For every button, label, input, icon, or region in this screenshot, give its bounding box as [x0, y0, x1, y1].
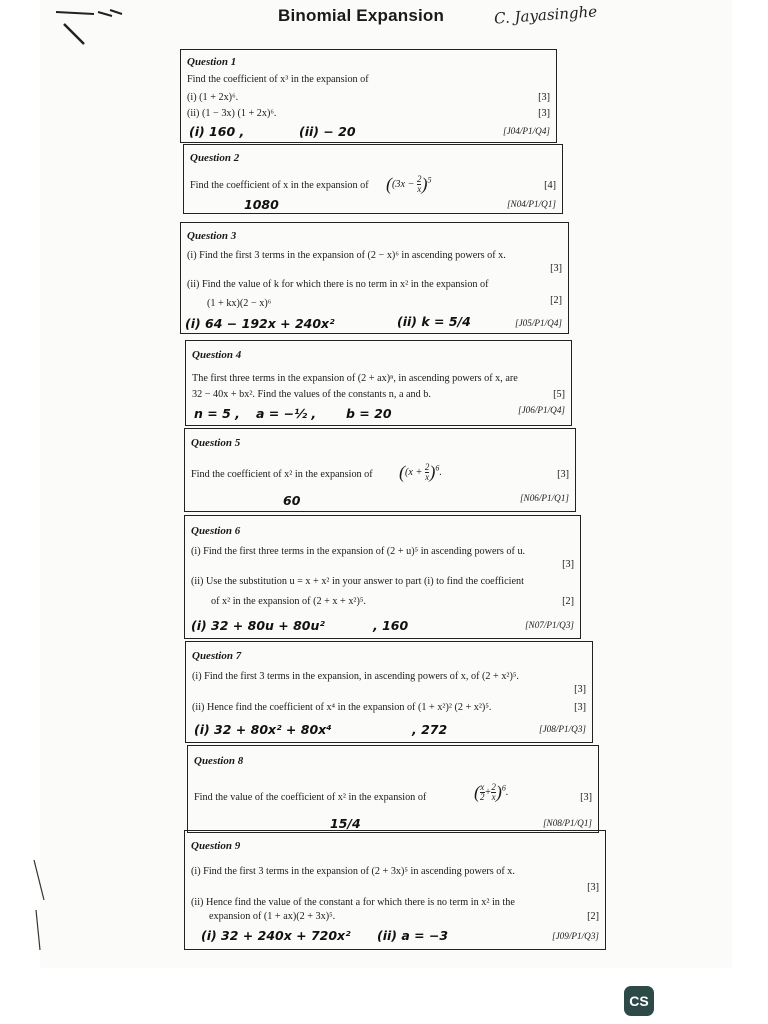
question-heading: Question 2: [190, 152, 240, 164]
question-part-i: (i) Find the first 3 terms in the expansion of (2 + 3x)⁵ in ascending powers of x.: [191, 866, 515, 877]
handwritten-answer: (i) 160 ,: [189, 124, 245, 139]
question-part-i: (i) (1 + 2x)⁶.: [187, 92, 239, 103]
question-part-ii: (ii) Hence find the coefficient of x⁴ in the expansion of (1 + x²)² (2 + x²)⁵.: [192, 702, 492, 713]
handwritten-answer: 1080: [244, 197, 279, 212]
handwritten-answer: (i) 32 + 80u + 80u²: [191, 618, 325, 633]
handwritten-answer: (ii) k = 5/4: [397, 314, 471, 329]
marks: [2]: [587, 911, 599, 922]
question-text: Find the coefficient of x in the expansion of: [190, 180, 369, 191]
marks: [3]: [580, 792, 592, 803]
question-text: Find the coefficient of x² in the expansion of: [191, 469, 373, 480]
question-text: expansion of (1 + ax)(2 + 3x)⁵.: [209, 911, 336, 922]
question-part-i: (i) Find the first three terms in the expansion of (2 + u)⁵ in ascending powers of u.: [191, 546, 526, 557]
handwritten-answer: , 160: [373, 618, 409, 633]
handwritten-answer: (ii) a = −3: [377, 928, 449, 943]
question-heading: Question 4: [192, 349, 242, 361]
question-part-i: (i) Find the first 3 terms in the expansion, in ascending powers of x, of (2 + x²)⁵.: [192, 671, 519, 682]
marks: [3]: [538, 108, 550, 119]
question-text: Find the value of the coefficient of x² in the expansion of: [194, 792, 427, 803]
question-7-card: [185, 641, 593, 743]
source-reference: [J09/P1/Q3]: [552, 931, 599, 941]
source-reference: [J06/P1/Q4]: [518, 405, 565, 415]
expression: ((x + $\frac{2}{x}$ )$^6$.: [399, 462, 442, 482]
question-part-ii: (ii) Use the substitution u = x + x² in your answer to part (i) to find the coefficient: [191, 576, 524, 587]
source-reference: [N04/P1/Q1]: [506, 199, 556, 209]
marks: [2]: [550, 295, 562, 306]
handwritten-answer: (i) 64 − 192x + 240x²: [185, 316, 335, 331]
source-reference: [J04/P1/Q4]: [503, 126, 550, 136]
source-reference: [N06/P1/Q1]: [519, 493, 569, 503]
question-heading: Question 3: [187, 230, 237, 242]
question-9-card: [184, 830, 606, 950]
marks: [3]: [587, 882, 599, 893]
source-reference: [N08/P1/Q1]: [542, 818, 592, 828]
question-text: Find the coefficient of x³ in the expansion of: [187, 74, 369, 85]
handwritten-answer: (i) 32 + 240x + 720x²: [201, 928, 351, 943]
question-5-card: [184, 428, 576, 512]
marks: [3]: [562, 559, 574, 570]
question-part-i: (i) Find the first 3 terms in the expansion of (2 − x)⁶ in ascending powers of x.: [187, 250, 506, 261]
marks: [3]: [538, 92, 550, 103]
handwritten-answer: 15/4: [330, 816, 361, 831]
question-expression: (1 + kx)(2 − x)⁶: [207, 298, 272, 309]
source-reference: [J08/P1/Q3]: [539, 724, 586, 734]
question-text: 32 − 40x + bx². Find the values of the constants n, a and b.: [192, 389, 431, 400]
pen-scribble: [50, 4, 130, 50]
marks: [3]: [574, 684, 586, 695]
expression: ( $\frac{x}{2}$ + $\frac{2}{x}$ )$^6$.: [474, 782, 509, 802]
marks: [5]: [553, 389, 565, 400]
source-reference: [N07/P1/Q3]: [524, 620, 574, 630]
marks: [4]: [544, 180, 556, 191]
question-heading: Question 8: [194, 755, 244, 767]
expression: ((3x − $\frac{2}{x}$ )$^5$: [386, 174, 432, 194]
marks: [3]: [550, 263, 562, 274]
marks: [3]: [557, 469, 569, 480]
question-text: of x² in the expansion of (2 + x + x²)⁵.: [211, 596, 366, 607]
question-heading: Question 6: [191, 525, 241, 537]
page-title: Binomial Expansion: [278, 6, 445, 25]
margin-marks: [30, 840, 70, 960]
marks: [3]: [574, 702, 586, 713]
question-heading: Question 7: [192, 650, 242, 662]
handwritten-answer: , 272: [412, 722, 448, 737]
handwritten-signature: C. Jayasinghe: [493, 2, 598, 28]
handwritten-answer: a = −½ ,: [256, 406, 317, 421]
question-text: The first three terms in the expansion of (2 + ax)ⁿ, in ascending powers of x, are: [192, 373, 518, 384]
question-6-card: [184, 515, 581, 639]
handwritten-answer: 60: [283, 493, 301, 508]
handwritten-answer: b = 20: [346, 406, 392, 421]
question-part-ii: (ii) Hence find the value of the constant a for which there is no term in x² in the: [191, 897, 515, 908]
question-heading: Question 1: [187, 56, 237, 68]
question-part-ii: (ii) Find the value of k for which there is no term in x² in the expansion of: [187, 279, 489, 290]
question-1-card: [180, 49, 557, 143]
question-8-card: [187, 745, 599, 833]
handwritten-answer: (ii) − 20: [299, 124, 356, 139]
marks: [2]: [562, 596, 574, 607]
question-4-card: [185, 340, 572, 426]
question-heading: Question 9: [191, 840, 241, 852]
question-2-card: [183, 144, 563, 214]
question-part-ii: (ii) (1 − 3x) (1 + 2x)⁶.: [187, 108, 277, 119]
handwritten-answer: n = 5 ,: [194, 406, 240, 421]
question-heading: Question 5: [191, 437, 241, 449]
source-reference: [J05/P1/Q4]: [515, 318, 562, 328]
camscanner-logo-icon: CS: [624, 986, 654, 1016]
question-3-card: [180, 222, 569, 334]
handwritten-answer: (i) 32 + 80x² + 80x⁴: [194, 722, 332, 737]
